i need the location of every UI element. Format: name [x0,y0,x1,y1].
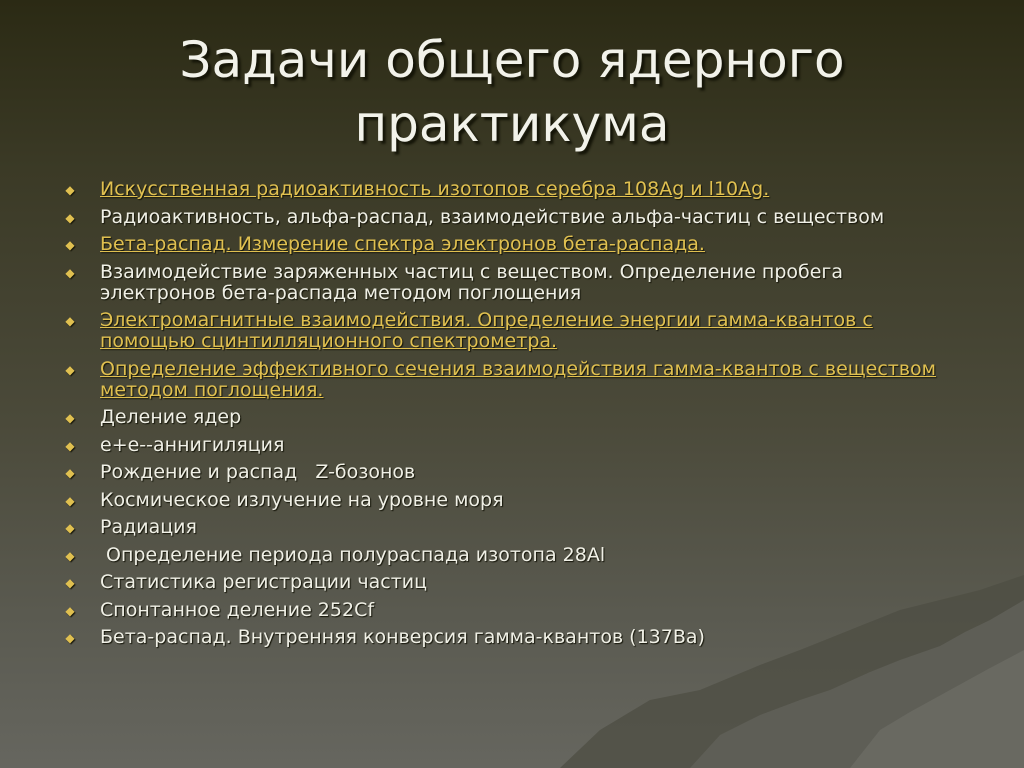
diamond-bullet-icon [62,630,78,646]
topic-link[interactable]: Электромагнитные взаимодействия. Определение энергии гамма-квантов с помощью сцинтилляционного спектрометра. [100,309,873,352]
topic-text: Рождение и распад Z-бозонов [100,461,416,483]
list-item [62,310,962,352]
diamond-bullet-icon [62,410,78,426]
topic-text: Радиоактивность, альфа-распад, взаимодействие альфа-частиц с веществом [100,205,885,228]
diamond-bullet-icon [62,603,78,619]
topic-text: Статистика регистрации частиц [100,571,428,593]
list-item [62,517,962,538]
diamond-bullet-icon [62,493,78,509]
topic-link[interactable]: Определение эффективного сечения взаимодействия гамма-квантов с веществом методом поглощения. [100,357,937,401]
topic-text: Космическое излучение на уровне моря [100,488,504,511]
topic-text: Спонтанное деление 252Cf [100,598,375,621]
list-item [62,600,962,621]
diamond-bullet-icon [62,237,78,253]
list-item [62,545,962,566]
list-item [62,435,962,456]
list-item [62,627,962,648]
diamond-bullet-icon [62,182,78,198]
topic-text: Деление ядер [100,406,242,428]
diamond-bullet-icon [62,548,78,564]
diamond-bullet-icon [62,313,78,329]
diamond-bullet-icon [62,362,78,378]
diamond-bullet-icon [62,575,78,591]
list-item [62,407,962,428]
slide-title-line-2: практикума [354,95,670,153]
topic-link[interactable]: Бета-распад. Измерение спектра электронов бета-распада. [100,233,705,255]
topic-list [62,179,962,655]
slide-title [0,28,1024,156]
list-item [62,462,962,483]
diamond-bullet-icon [62,465,78,481]
list-item [62,490,962,511]
diamond-bullet-icon [62,210,78,226]
slide-title-line-1: Задачи общего ядерного [179,31,845,89]
list-item [62,572,962,593]
list-item [62,262,962,304]
list-item [62,179,962,200]
list-item [62,207,962,228]
topic-link[interactable]: Искусственная радиоактивность изотопов серебра 108Ag и l10Ag. [100,178,770,200]
diamond-bullet-icon [62,520,78,536]
topic-text: Определение периода полураспада изотопа 28Al [100,543,606,566]
diamond-bullet-icon [62,438,78,454]
topic-text: Радиация [100,516,197,538]
topic-text: e+e--аннигиляция [100,433,285,456]
list-item [62,359,962,401]
topic-text: Взаимодействие заряженных частиц с веществом. Определение пробега электронов бета-распада методом поглощения [100,260,844,304]
diamond-bullet-icon [62,265,78,281]
topic-text: Бета-распад. Внутренняя конверсия гамма-квантов (137Ba) [100,626,705,648]
list-item [62,234,962,255]
